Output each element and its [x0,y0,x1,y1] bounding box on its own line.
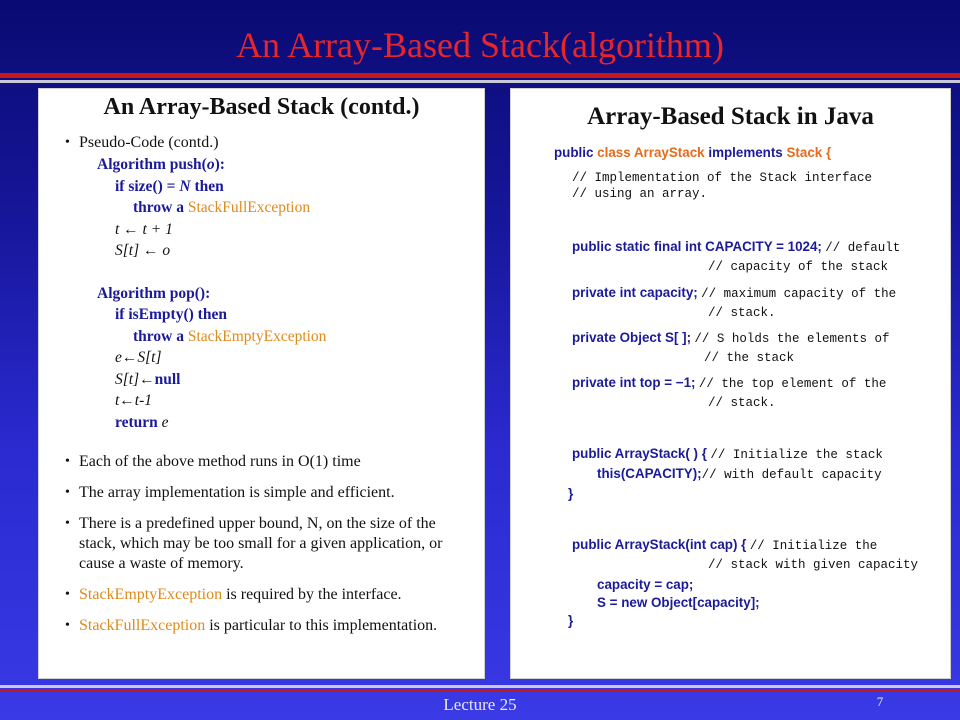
bullet-complexity: • Each of the above method runs in O(1) time [65,452,475,472]
pop-decrement-line: t←t-1 [115,392,153,409]
code-comment: // stack with given capacity [708,558,919,572]
bullet-upper-bound: • There is a predefined upper bound, N, on the size of the stack, which may be too small for a given application, or cause a waste of memory. [65,514,475,574]
code-line-array-field: private Object S[ ]; // S holds the elements of [572,330,890,346]
code-comment: // capacity of the stack [708,260,889,274]
bullet-full-exception: • StackFullException is particular to this implementation. [65,616,475,636]
push-if-line: if size() = N then [115,177,224,195]
code-comment: // stack. [708,306,776,320]
code-line-cap-ctor: public ArrayStack(int cap) { // Initialize the [572,537,878,553]
push-throw-line: throw a StackFullException [133,199,311,216]
code-comment: // Implementation of the Stack interface [572,171,873,185]
code-line-top-field: private int top = −1; // the top element of the [572,375,887,391]
code-line-close-brace: } [568,613,574,628]
push-assign-line: S[t] ← o [115,242,171,259]
code-line-default-ctor: public ArrayStack( ) { // Initialize the stack [572,446,883,462]
footer-lecture: Lecture 25 [443,695,517,714]
title-underline [0,73,960,78]
code-comment: // the stack [704,351,795,365]
footer-rule [0,689,960,692]
left-panel-heading: An Array-Based Stack (contd.) [103,94,420,120]
footer-rule-light [0,685,960,688]
pop-if-line: if isEmpty() then [115,306,227,323]
code-line-class: public class ArrayStack implements Stack { [554,145,832,160]
pop-read-line: e←S[t] [115,349,162,366]
pop-signature: Algorithm pop(): [97,284,211,302]
code-line-close-brace: } [568,486,574,501]
title-underline-light [0,80,960,83]
pop-null-line: S[t]←null [115,370,181,388]
pop-return-line: return e [115,413,169,431]
code-line-capacity-field: private int capacity; // maximum capacity of the [572,285,897,301]
code-line-new-array: S = new Object[capacity]; [597,595,760,610]
right-slide-image [510,88,951,679]
pop-throw-line: throw a StackEmptyException [133,327,327,345]
code-comment: // using an array. [572,187,708,201]
code-line-this-call: this(CAPACITY);// with default capacity [597,466,882,482]
left-slide-image [38,88,485,679]
push-increment-line: t ← t + 1 [115,220,173,238]
page-number: 7 [876,694,884,709]
left-bullet-list [65,133,475,647]
right-panel-heading: Array-Based Stack in Java [587,103,874,130]
bullet-simple: • The array implementation is simple and efficient. [65,483,475,503]
code-line-assign-capacity: capacity = cap; [597,577,694,592]
code-line-capacity-const: public static final int CAPACITY = 1024; // default [572,239,901,255]
bullet-empty-exception: • StackEmptyException is required by the interface. [65,585,475,605]
bullet-pseudo-text: Pseudo-Code (contd.) [79,134,219,151]
java-code-block [511,89,951,679]
pseudo-code-block [79,154,475,433]
slide-title: An Array-Based Stack(algorithm) [236,25,724,65]
push-signature: Algorithm push(o): [97,156,225,173]
code-comment: // stack. [708,396,776,410]
bullet-pseudo-code [65,133,475,433]
